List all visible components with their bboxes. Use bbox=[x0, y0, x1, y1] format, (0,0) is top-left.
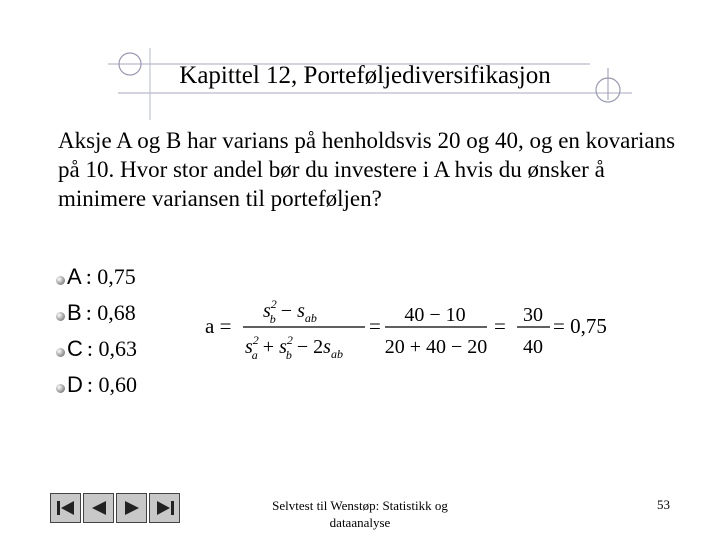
next-icon bbox=[120, 498, 144, 518]
footer-line: Selvtest til Wenstøp: Statistikk og bbox=[272, 498, 448, 513]
formula-num2: 30 bbox=[523, 304, 543, 326]
previous-icon bbox=[87, 498, 111, 518]
svg-text:s2a + s2b − 2sab: $s^2$ $a + s^2$ $b - 2s_{ab}$ bbox=[245, 333, 343, 362]
first-icon bbox=[54, 498, 78, 518]
option-c[interactable] bbox=[56, 331, 137, 367]
option-value: : 0,60 bbox=[86, 372, 138, 397]
svg-text:s2b − sab: $s^2$ $b - s_{ab}$ bbox=[263, 297, 317, 326]
formula-result: = 0,75 bbox=[553, 314, 607, 338]
formula-symbolic-fraction bbox=[243, 297, 365, 362]
next-slide-button[interactable] bbox=[116, 493, 147, 523]
option-d[interactable] bbox=[56, 367, 137, 403]
option-value: : 0,68 bbox=[85, 300, 136, 325]
bullet-icon bbox=[56, 276, 65, 285]
page-number: 53 bbox=[657, 497, 670, 512]
footer-source bbox=[245, 497, 475, 531]
bullet-icon bbox=[56, 312, 65, 321]
option-value: : 0,63 bbox=[86, 336, 138, 361]
option-b[interactable] bbox=[56, 295, 137, 331]
bullet-icon bbox=[56, 348, 65, 357]
formula-equals: = bbox=[494, 314, 506, 338]
option-letter: C bbox=[67, 336, 83, 361]
footer-line: dataanalyse bbox=[329, 515, 391, 530]
question-text: Aksje A og B har varians på henholdsvis 20 og 40, og en kovarians på 10. Hvor stor andel bør du investere i A hvis du ønsker å minimere variansen til porteføljen? bbox=[58, 128, 676, 211]
last-icon bbox=[153, 498, 177, 518]
previous-slide-button[interactable] bbox=[83, 493, 114, 523]
formula-lhs: a = bbox=[205, 314, 232, 338]
option-letter: B bbox=[67, 300, 82, 325]
formula-num1: 40 − 10 bbox=[404, 304, 466, 326]
first-slide-button[interactable] bbox=[50, 493, 81, 523]
formula-den2: 40 bbox=[523, 336, 543, 358]
slide-title: Kapittel 12, Porteføljediversifikasjon bbox=[179, 62, 551, 89]
option-letter: A bbox=[67, 264, 82, 289]
formula-den1: 20 + 40 − 20 bbox=[384, 336, 488, 358]
variance-formula bbox=[205, 286, 625, 366]
answer-options bbox=[56, 259, 137, 403]
navigation-buttons bbox=[50, 493, 180, 523]
formula-equals: = bbox=[369, 314, 381, 338]
option-letter: D bbox=[67, 372, 83, 397]
option-a[interactable] bbox=[56, 259, 137, 295]
option-value: : 0,75 bbox=[85, 264, 136, 289]
last-slide-button[interactable] bbox=[149, 493, 180, 523]
bullet-icon bbox=[56, 384, 65, 393]
